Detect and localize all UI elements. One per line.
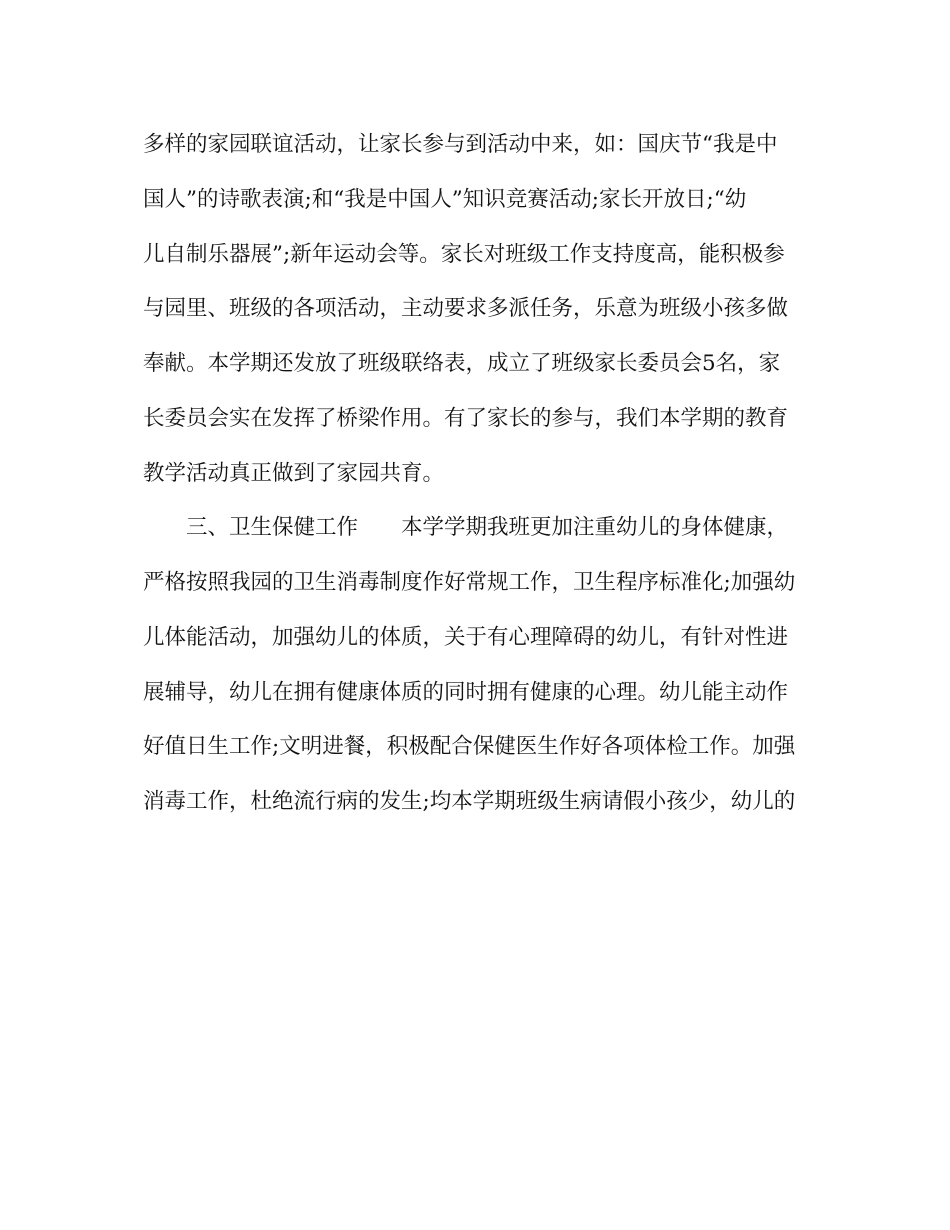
text-line: 消毒工作，杜绝流行病的发生;均本学期班级生病请假小孩少，幼儿的 — [143, 789, 796, 814]
text-line: 好值日生工作;文明进餐，积极配合保健医生作好各项体检工作。加强 — [143, 734, 796, 760]
text-line: 国人”的诗歌表演;和“我是中国人”知识竞赛活动;家长开放日;“幼 — [143, 186, 747, 212]
text-line: 教学活动真正做到了家园共育。 — [143, 460, 445, 486]
body-text — [143, 118, 823, 830]
text-line: 多样的家园联谊活动，让家长参与到活动中来，如：国庆节“我是中 — [143, 132, 778, 157]
text-line: 奉献。本学期还发放了班级联络表，成立了班级家长委员会5名，家 — [143, 351, 781, 376]
text-line: 儿体能活动，加强幼儿的体质，关于有心理障碍的幼儿，有针对性进 — [143, 624, 789, 650]
section-heading-line: 三、卫生保健工作 本学学期我班更加注重幼儿的身体健康， — [143, 515, 789, 541]
text-line: 与园里、班级的各项活动，主动要求多派任务，乐意为班级小孩多做 — [143, 296, 789, 322]
text-line: 长委员会实在发挥了桥梁作用。有了家长的参与，我们本学期的教育 — [143, 405, 789, 431]
text-line: 展辅导，幼儿在拥有健康体质的同时拥有健康的心理。幼儿能主动作 — [143, 679, 789, 705]
text-line: 严格按照我园的卫生消毒制度作好常规工作，卫生程序标准化;加强幼 — [143, 570, 796, 595]
text-line: 儿自制乐器展”;新年运动会等。家长对班级工作支持度高，能积极参 — [143, 241, 785, 267]
